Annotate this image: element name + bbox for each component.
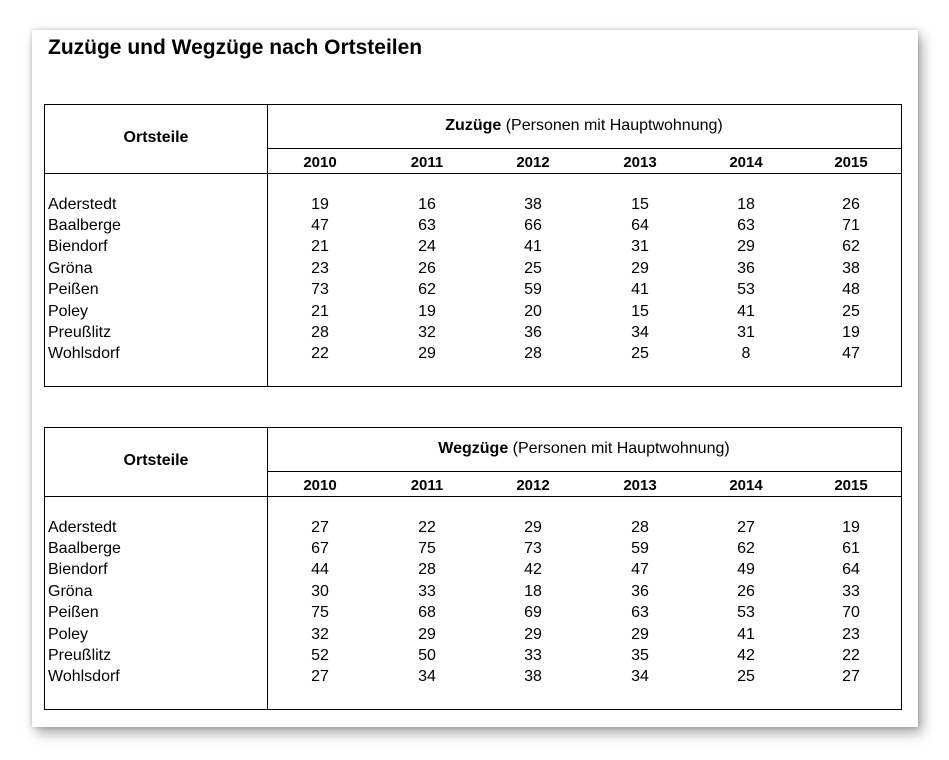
table-cell: 62 bbox=[418, 281, 436, 298]
table-cell: 26 bbox=[418, 260, 436, 277]
district-name: Biendorf bbox=[48, 561, 108, 578]
year-header: 2013 bbox=[623, 154, 657, 171]
header-divider bbox=[45, 496, 901, 497]
table-cell: 25 bbox=[737, 668, 755, 685]
table-cell: 29 bbox=[524, 519, 542, 536]
year-header-row bbox=[267, 154, 901, 172]
table-cell: 29 bbox=[524, 626, 542, 643]
district-name: Preußlitz bbox=[48, 324, 112, 341]
table-cell: 16 bbox=[418, 196, 436, 213]
table-row bbox=[45, 324, 901, 345]
year-header: 2014 bbox=[729, 477, 763, 494]
table-cell: 29 bbox=[631, 260, 649, 277]
table-cell: 25 bbox=[842, 303, 860, 320]
table-cell: 15 bbox=[631, 303, 649, 320]
table-cell: 38 bbox=[524, 668, 542, 685]
table-cell: 59 bbox=[631, 540, 649, 557]
year-header: 2010 bbox=[303, 154, 337, 171]
table-row bbox=[45, 217, 901, 238]
table-cell: 44 bbox=[311, 561, 329, 578]
table-row bbox=[45, 238, 901, 259]
table-cell: 36 bbox=[524, 324, 542, 341]
table-cell: 19 bbox=[842, 324, 860, 341]
table-cell: 34 bbox=[418, 668, 436, 685]
year-header: 2013 bbox=[623, 477, 657, 494]
year-header: 2014 bbox=[729, 154, 763, 171]
table-cell: 48 bbox=[842, 281, 860, 298]
header-divider bbox=[267, 471, 901, 472]
table-cell: 38 bbox=[842, 260, 860, 277]
year-header: 2015 bbox=[834, 477, 868, 494]
table-cell: 52 bbox=[311, 647, 329, 664]
table-cell: 29 bbox=[631, 626, 649, 643]
table-cell: 41 bbox=[524, 238, 542, 255]
table-row bbox=[45, 519, 901, 540]
table-cell: 41 bbox=[737, 303, 755, 320]
table-row bbox=[45, 540, 901, 561]
table-cell: 25 bbox=[631, 345, 649, 362]
table-cell: 53 bbox=[737, 281, 755, 298]
table-row bbox=[45, 345, 901, 366]
table-cell: 18 bbox=[737, 196, 755, 213]
table-cell: 69 bbox=[524, 604, 542, 621]
year-header: 2011 bbox=[410, 154, 444, 171]
table-cell: 64 bbox=[842, 561, 860, 578]
table-cell: 33 bbox=[524, 647, 542, 664]
table-cell: 47 bbox=[842, 345, 860, 362]
table-cell: 33 bbox=[418, 583, 436, 600]
table-cell: 18 bbox=[524, 583, 542, 600]
table-row bbox=[45, 196, 901, 217]
table-cell: 31 bbox=[631, 238, 649, 255]
table-cell: 19 bbox=[418, 303, 436, 320]
table-cell: 29 bbox=[418, 345, 436, 362]
year-header-row bbox=[267, 477, 901, 495]
table-cell: 30 bbox=[311, 583, 329, 600]
table-cell: 26 bbox=[737, 583, 755, 600]
table-cell: 42 bbox=[524, 561, 542, 578]
district-name: Peißen bbox=[48, 604, 99, 621]
table-cell: 29 bbox=[418, 626, 436, 643]
table-cell: 28 bbox=[631, 519, 649, 536]
group-header bbox=[267, 117, 901, 135]
table-cell: 23 bbox=[311, 260, 329, 277]
table-cell: 32 bbox=[418, 324, 436, 341]
district-name: Baalberge bbox=[48, 540, 121, 557]
table-cell: 75 bbox=[311, 604, 329, 621]
year-header: 2012 bbox=[516, 154, 550, 171]
table-cell: 41 bbox=[631, 281, 649, 298]
year-header: 2015 bbox=[834, 154, 868, 171]
table-cell: 67 bbox=[311, 540, 329, 557]
district-name: Poley bbox=[48, 303, 89, 320]
table-cell: 63 bbox=[737, 217, 755, 234]
table-cell: 34 bbox=[631, 324, 649, 341]
group-header-rest: (Personen mit Hauptwohnung) bbox=[501, 117, 723, 134]
district-name: Wohlsdorf bbox=[48, 345, 120, 362]
table-cell: 27 bbox=[311, 668, 329, 685]
table-cell: 47 bbox=[631, 561, 649, 578]
table-cell: 24 bbox=[418, 238, 436, 255]
district-name: Biendorf bbox=[48, 238, 108, 255]
district-name: Wohlsdorf bbox=[48, 668, 120, 685]
table-cell: 49 bbox=[737, 561, 755, 578]
table-cell: 21 bbox=[311, 303, 329, 320]
district-name: Aderstedt bbox=[48, 519, 117, 536]
table-row bbox=[45, 561, 901, 582]
table-row bbox=[45, 647, 901, 668]
table-cell: 32 bbox=[311, 626, 329, 643]
district-name: Aderstedt bbox=[48, 196, 117, 213]
table-row bbox=[45, 626, 901, 647]
group-header-bold: Wegzüge bbox=[438, 440, 509, 457]
wegzuege-table bbox=[44, 427, 902, 710]
group-header-rest: (Personen mit Hauptwohnung) bbox=[508, 440, 730, 457]
table-cell: 61 bbox=[842, 540, 860, 557]
year-header: 2012 bbox=[516, 477, 550, 494]
table-cell: 25 bbox=[524, 260, 542, 277]
table-cell: 50 bbox=[418, 647, 436, 664]
district-name: Preußlitz bbox=[48, 647, 112, 664]
table-cell: 63 bbox=[418, 217, 436, 234]
table-cell: 34 bbox=[631, 668, 649, 685]
table-cell: 23 bbox=[842, 626, 860, 643]
district-name: Gröna bbox=[48, 260, 93, 277]
table-cell: 41 bbox=[737, 626, 755, 643]
district-name: Baalberge bbox=[48, 217, 121, 234]
group-header bbox=[267, 440, 901, 458]
table-cell: 66 bbox=[524, 217, 542, 234]
table-cell: 75 bbox=[418, 540, 436, 557]
page-title: Zuzüge und Wegzüge nach Ortsteilen bbox=[48, 36, 423, 59]
table-cell: 28 bbox=[311, 324, 329, 341]
table-cell: 22 bbox=[842, 647, 860, 664]
table-row bbox=[45, 668, 901, 689]
table-cell: 33 bbox=[842, 583, 860, 600]
table-cell: 20 bbox=[524, 303, 542, 320]
table-row bbox=[45, 281, 901, 302]
table-cell: 36 bbox=[631, 583, 649, 600]
table-cell: 38 bbox=[524, 196, 542, 213]
table-cell: 29 bbox=[737, 238, 755, 255]
table-cell: 22 bbox=[311, 345, 329, 362]
table-cell: 68 bbox=[418, 604, 436, 621]
table-cell: 36 bbox=[737, 260, 755, 277]
district-name: Poley bbox=[48, 626, 89, 643]
row-header-label: Ortsteile bbox=[123, 452, 189, 469]
table-cell: 28 bbox=[524, 345, 542, 362]
row-header-label: Ortsteile bbox=[123, 129, 189, 146]
table-cell: 19 bbox=[842, 519, 860, 536]
table-cell: 73 bbox=[311, 281, 329, 298]
table-row bbox=[45, 604, 901, 625]
group-header-bold: Zuzüge bbox=[445, 117, 502, 134]
zuzuege-table bbox=[44, 104, 902, 387]
table-cell: 70 bbox=[842, 604, 860, 621]
table-cell: 27 bbox=[737, 519, 755, 536]
table-cell: 42 bbox=[737, 647, 755, 664]
year-header: 2010 bbox=[303, 477, 337, 494]
table-cell: 19 bbox=[311, 196, 329, 213]
table-cell: 63 bbox=[631, 604, 649, 621]
table-cell: 47 bbox=[311, 217, 329, 234]
table-cell: 64 bbox=[631, 217, 649, 234]
table-cell: 31 bbox=[737, 324, 755, 341]
header-divider bbox=[267, 148, 901, 149]
table-cell: 59 bbox=[524, 281, 542, 298]
table-row bbox=[45, 260, 901, 281]
table-cell: 8 bbox=[741, 345, 751, 362]
table-cell: 62 bbox=[737, 540, 755, 557]
table-cell: 27 bbox=[311, 519, 329, 536]
table-cell: 53 bbox=[737, 604, 755, 621]
table-cell: 27 bbox=[842, 668, 860, 685]
table-cell: 35 bbox=[631, 647, 649, 664]
table-cell: 28 bbox=[418, 561, 436, 578]
table-cell: 15 bbox=[631, 196, 649, 213]
year-header: 2011 bbox=[410, 477, 444, 494]
table-row bbox=[45, 303, 901, 324]
table-cell: 22 bbox=[418, 519, 436, 536]
table-cell: 73 bbox=[524, 540, 542, 557]
header-divider bbox=[45, 173, 901, 174]
district-name: Peißen bbox=[48, 281, 99, 298]
district-name: Gröna bbox=[48, 583, 93, 600]
table-cell: 71 bbox=[842, 217, 860, 234]
table-cell: 26 bbox=[842, 196, 860, 213]
table-cell: 62 bbox=[842, 238, 860, 255]
table-row bbox=[45, 583, 901, 604]
table-cell: 21 bbox=[311, 238, 329, 255]
